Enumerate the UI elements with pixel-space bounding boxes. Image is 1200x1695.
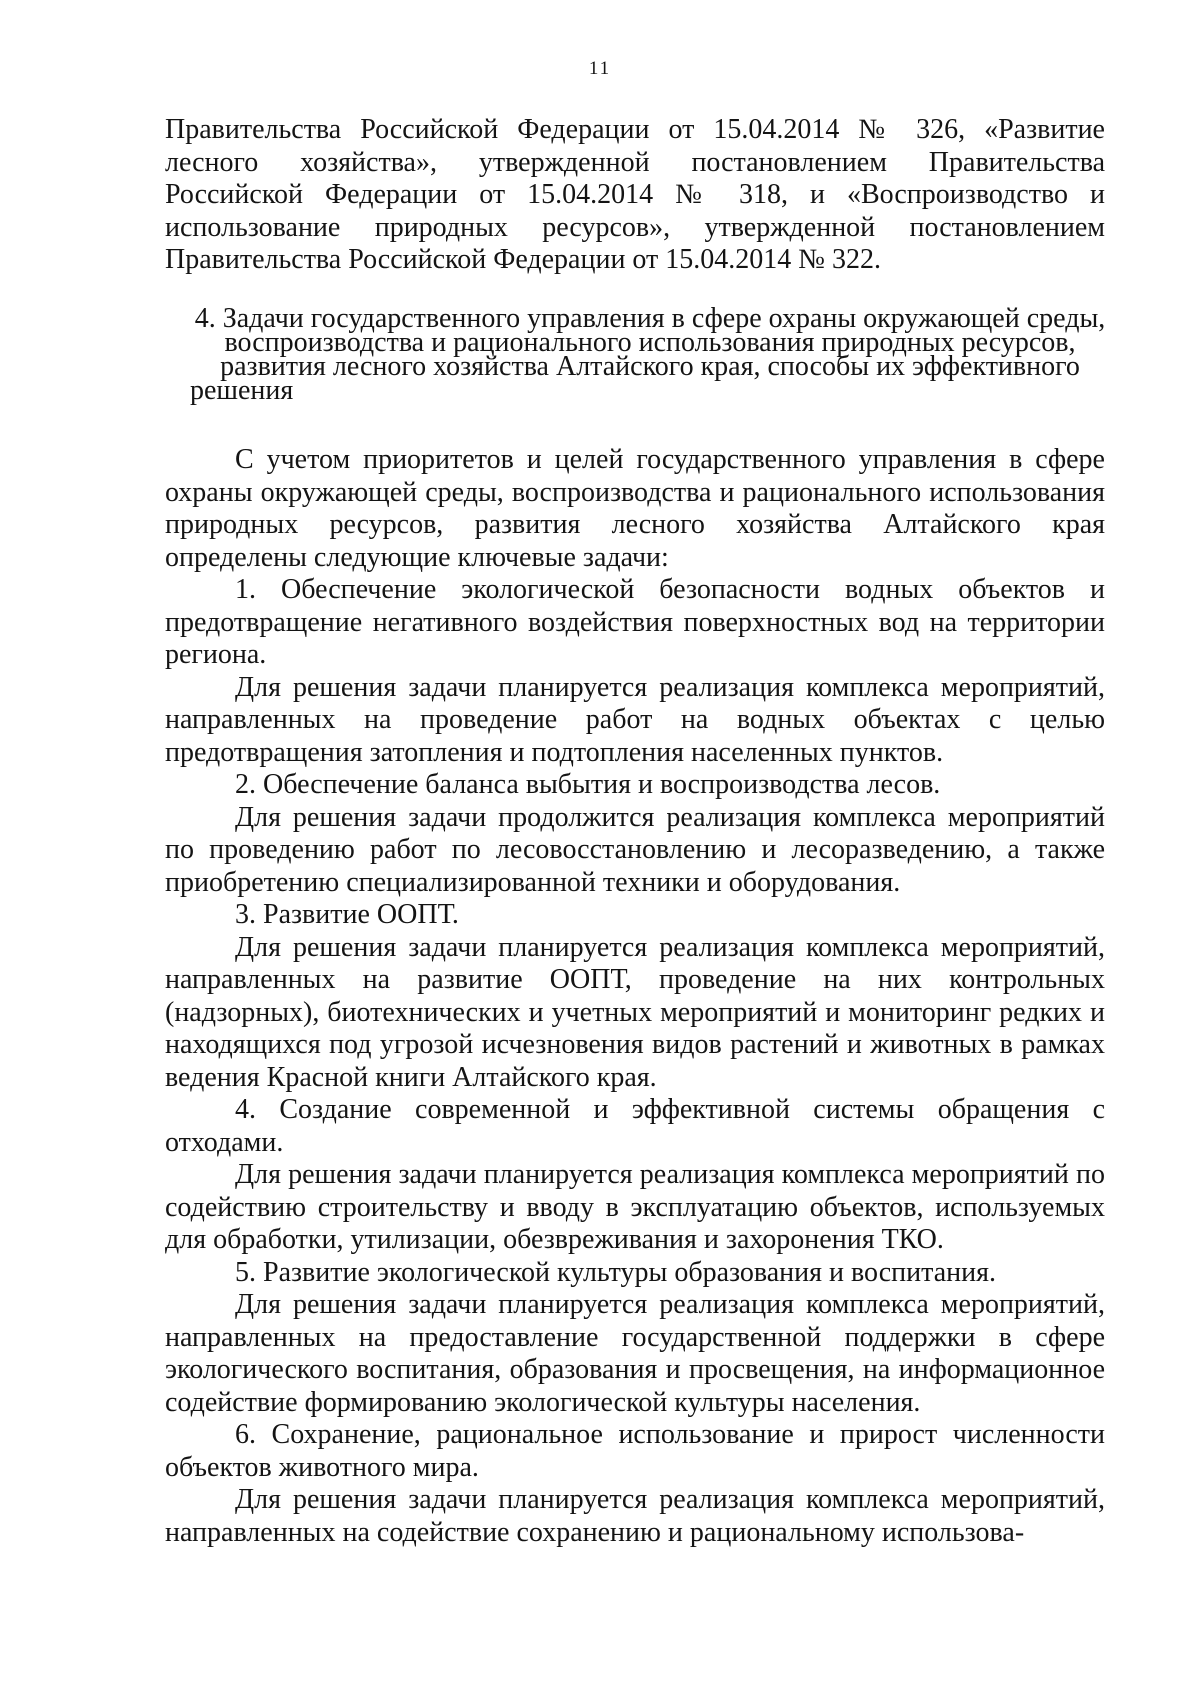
page-number: 11	[588, 58, 612, 79]
paragraph-task-4: 4. Создание современной и эффективной системы обращения с отходами.	[165, 1094, 1105, 1158]
paragraph-task-1: 1. Обеспечение экологической безопасности водных объектов и предотвращение негативного воздействия поверхностных вод на территории региона.	[165, 574, 1105, 670]
paragraph-task-3-solution: Для решения задачи планируется реализация комплекса мероприятий, направленных на развитие ООПТ, проведение на них контрольных (надзорных), биотехнических и учетных мероприятий и мониторинг редких и находящихся под угрозой исчезновения видов растений и животных в рамках ведения Красной книги Алтайского края.	[165, 931, 1105, 1093]
intro-block	[165, 114, 1105, 277]
paragraph-task-1-solution: Для решения задачи планируется реализация комплекса мероприятий, направленных на проведение работ на водных объектах с целью предотвращения затопления и подтопления населенных пунктов.	[165, 671, 1105, 768]
paragraph-key-tasks-intro: С учетом приоритетов и целей государственного управления в сфере охраны окружающей среды, воспроизводства и рационального использования природных ресурсов, развития лесного хозяйства Алтайского края определены следующие ключевые задачи:	[165, 444, 1105, 573]
paragraph-task-6: 6. Сохранение, рациональное использование и прирост численности объектов животного мира.	[165, 1419, 1105, 1483]
paragraph-task-2-solution: Для решения задачи продолжится реализация комплекса мероприятий по проведению работ по лесовосстановлению и лесоразведению, а также приобретению специализированной техники и оборудования.	[165, 801, 1105, 898]
paragraph-task-3: 3. Развитие ООПТ.	[235, 899, 459, 930]
paragraph-task-4-solution: Для решения задачи планируется реализация комплекса мероприятий по содействию строительству и вводу в эксплуатацию объектов, используемых для обработки, утилизации, обезвреживания и захоронения ТКО.	[165, 1159, 1105, 1255]
paragraph-task-6-solution: Для решения задачи планируется реализация комплекса мероприятий, направленных на содействие сохранению и рациональному использова-	[165, 1484, 1105, 1548]
paragraph-task-5-solution: Для решения задачи планируется реализация комплекса мероприятий, направленных на предоставление государственной поддержки в сфере экологического воспитания, образования и просвещения, на информационное содействие формированию экологической культуры населения.	[165, 1289, 1105, 1418]
intro-paragraph: Правительства Российской Федерации от 15.04.2014 № 326, «Развитие лесного хозяйства», утвержденной постановлением Правительства Российской Федерации от 15.04.2014 № 318, и «Воспроизводство и использование природных ресурсов», утвержденной постановлением Правительства Российской Федерации от 15.04.2014 № 322.	[165, 114, 1105, 275]
body-text	[165, 444, 1105, 1549]
section-heading: 4. Задачи государственного управления в сфере охраны окружающей среды, воспроизводства и рационального использования природных ресурсов, развития лесного хозяйства Алтайского края, способы их эффективного решения	[190, 303, 1106, 406]
paragraph-task-2: 2. Обеспечение баланса выбытия и воспроизводства лесов.	[235, 769, 941, 800]
paragraph-task-5: 5. Развитие экологической культуры образования и воспитания.	[235, 1256, 996, 1288]
